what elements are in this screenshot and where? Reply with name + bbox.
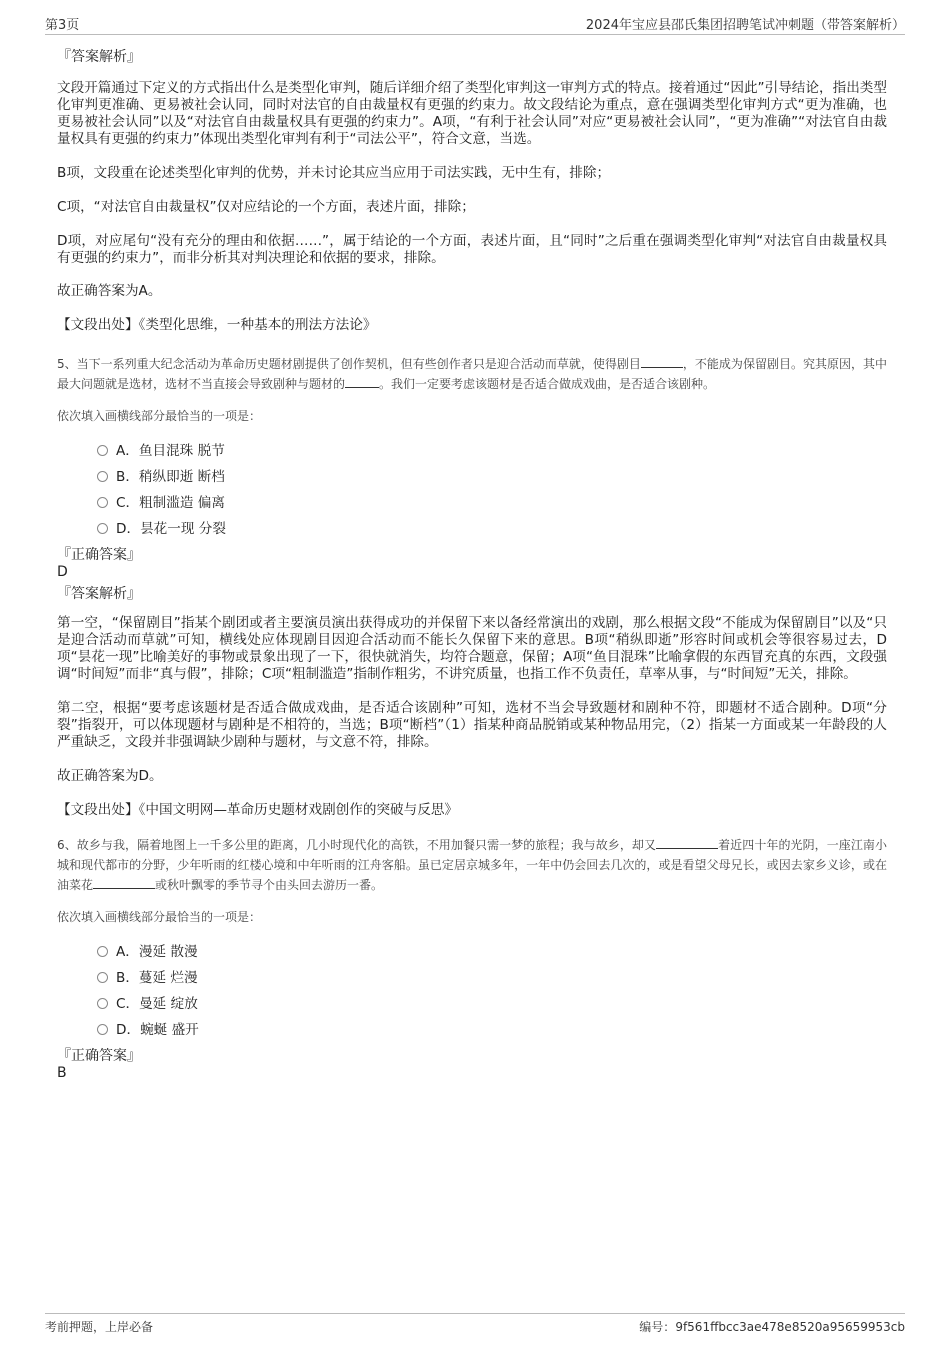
q6-question: 6、故乡与我，隔着地图上一千多公里的距离，几小时现代化的高铁，不用加餐只需一梦的旅程；我与故乡，却又 着近四十年的光阴，一座江南小城和现代都市的分野，少年听雨的红楼心境和中年听雨的江舟客船。虽已定居京城多年，一年中仍会回去几次的，或是看望父母兄长，或因去家乡义诊，或在油菜花 或秋叶飘零的季节寻个由头回去游历一番。 — [57, 838, 887, 892]
q5-conclusion: 故正确答案为D。 — [57, 768, 163, 784]
q5-prompt: 依次填入画横线部分最恰当的一项是： — [57, 409, 262, 423]
footer-slogan: 考前押题，上岸必备 — [45, 1320, 154, 1334]
q4-analysis-paragraph: D项，对应尾句“没有充分的理由和依据……”，属于结论的一个方面，表述片面，且“同时”之后重在强调类型化审判“对法官自由裁量权具有更强的约束力”，而非分析其对判决理论和依据的要求，排除。 — [57, 233, 887, 266]
q6-blank-1 — [656, 836, 718, 849]
q6-option-b[interactable]: B．蔓延 烂漫 — [97, 965, 887, 991]
document-title: 2024年宝应县邵氏集团招聘笔试冲刺题（带答案解析） — [585, 18, 905, 33]
q5-analysis-paragraph: 第一空，“保留剧目”指某个剧团或者主要演员演出获得成功的并保留下来以备经常演出的戏剧，那么根据文段“不能成为保留剧目”以及“只是迎合活动而草就”可知，横线处应体现剧目因迎合活动而不能长久保留下来的意思。B项“稍纵即逝”形容时间或机会等很容易过去，D项“昙花一现”比喻美好的事物或景象出现了一下，很快就消失，均符合题意，保留；A项“鱼目混珠”比喻拿假的东西冒充真的东西，文段强调“时间短”而非“真与假”，排除；C项“粗制滥造”指制作粗劣，不讲究质量，也指工作不负责任，草率从事，与“时间短”无关，排除。 — [57, 615, 887, 682]
q5-analysis-title: 『答案解析』 — [57, 586, 141, 602]
q5-question: 5、当下一系列重大纪念活动为革命历史题材剧提供了创作契机，但有些创作者只是迎合活动而草就，使得剧目 ，不能成为保留剧目。究其原因，其中最大问题就是选材，选材不当直接会导致剧种与题材的 。我们一定要考虑该题材是否适合做成戏曲，是否适合该剧种。 — [57, 357, 887, 391]
q6-answer-title: 『正确答案』 — [57, 1048, 141, 1064]
page-number: 第3页 — [45, 18, 80, 33]
page-header — [45, 14, 905, 35]
q4-conclusion: 故正确答案为A。 — [57, 283, 162, 299]
radio-icon[interactable] — [97, 445, 108, 456]
q6-answer: B — [57, 1065, 67, 1081]
main-content — [57, 48, 887, 1082]
q5-source: 【文段出处】《中国文明网—革命历史题材戏剧创作的突破与反思》 — [57, 802, 459, 818]
q6-options — [57, 939, 887, 1043]
q5-option-d[interactable]: D．昙花一现 分裂 — [97, 516, 887, 542]
q4-analysis-title: 『答案解析』 — [57, 49, 141, 65]
q6-option-c[interactable]: C．曼延 绽放 — [97, 991, 887, 1017]
q5-blank-2 — [345, 375, 379, 388]
code-value: 9f561ffbcc3ae478e8520a95659953cb — [675, 1320, 905, 1334]
q5-option-c[interactable]: C．粗制滥造 偏离 — [97, 490, 887, 516]
q6-blank-2 — [93, 876, 155, 889]
q4-source: 【文段出处】《类型化思维，一种基本的刑法方法论》 — [57, 317, 377, 333]
q6-prompt: 依次填入画横线部分最恰当的一项是： — [57, 910, 262, 924]
code-label: 编号： — [639, 1320, 676, 1334]
radio-icon[interactable] — [97, 471, 108, 482]
radio-icon[interactable] — [97, 972, 108, 983]
radio-icon[interactable] — [97, 946, 108, 957]
q5-answer: D — [57, 564, 68, 580]
q4-analysis-paragraph: C项，“对法官自由裁量权”仅对应结论的一个方面，表述片面，排除； — [57, 199, 475, 215]
q5-answer-title: 『正确答案』 — [57, 547, 141, 563]
q5-option-b[interactable]: B．稍纵即逝 断档 — [97, 464, 887, 490]
q5-analysis-paragraph: 第二空，根据“要考虑该题材是否适合做成戏曲，是否适合该剧种”可知，选材不当会导致题材和剧种不符，即题材不适合剧种。D项“分裂”指裂开，可以体现题材与剧种是不相符的，当选；B项“断档”（1）指某种商品脱销或某种物品用完，（2）指某一方面或某一年龄段的人严重缺乏，文段并非强调缺少剧种与题材，与文意不符，排除。 — [57, 700, 887, 750]
q6-option-a[interactable]: A．漫延 散漫 — [97, 939, 887, 965]
radio-icon[interactable] — [97, 523, 108, 534]
radio-icon[interactable] — [97, 998, 108, 1009]
q5-options — [57, 438, 887, 542]
radio-icon[interactable] — [97, 1024, 108, 1035]
page-footer — [45, 1313, 905, 1336]
q4-analysis-paragraph: 文段开篇通过下定义的方式指出什么是类型化审判，随后详细介绍了类型化审判这一审判方式的特点。接着通过“因此”引导结论，指出类型化审判更准确、更易被社会认同，同时对法官的自由裁量权有更强的约束力。故文段结论为重点，意在强调类型化审判方式“更为准确，也更易被社会认同”以及“对法官自由裁量权具有更强的约束力”。A项，“有利于社会认同”对应“更易被社会认同”，“更为准确”“对法官自由裁量权具有更强的约束力”体现出类型化审判有利于“司法公平”，符合文意，当选。 — [57, 80, 887, 147]
document-code — [639, 1318, 905, 1335]
q6-option-d[interactable]: D．蜿蜒 盛开 — [97, 1017, 887, 1043]
q5-option-a[interactable]: A．鱼目混珠 脱节 — [97, 438, 887, 464]
q5-blank-1 — [641, 355, 683, 368]
radio-icon[interactable] — [97, 497, 108, 508]
q4-analysis-paragraph: B项，文段重在论述类型化审判的优势，并未讨论其应当应用于司法实践，无中生有，排除； — [57, 165, 611, 181]
